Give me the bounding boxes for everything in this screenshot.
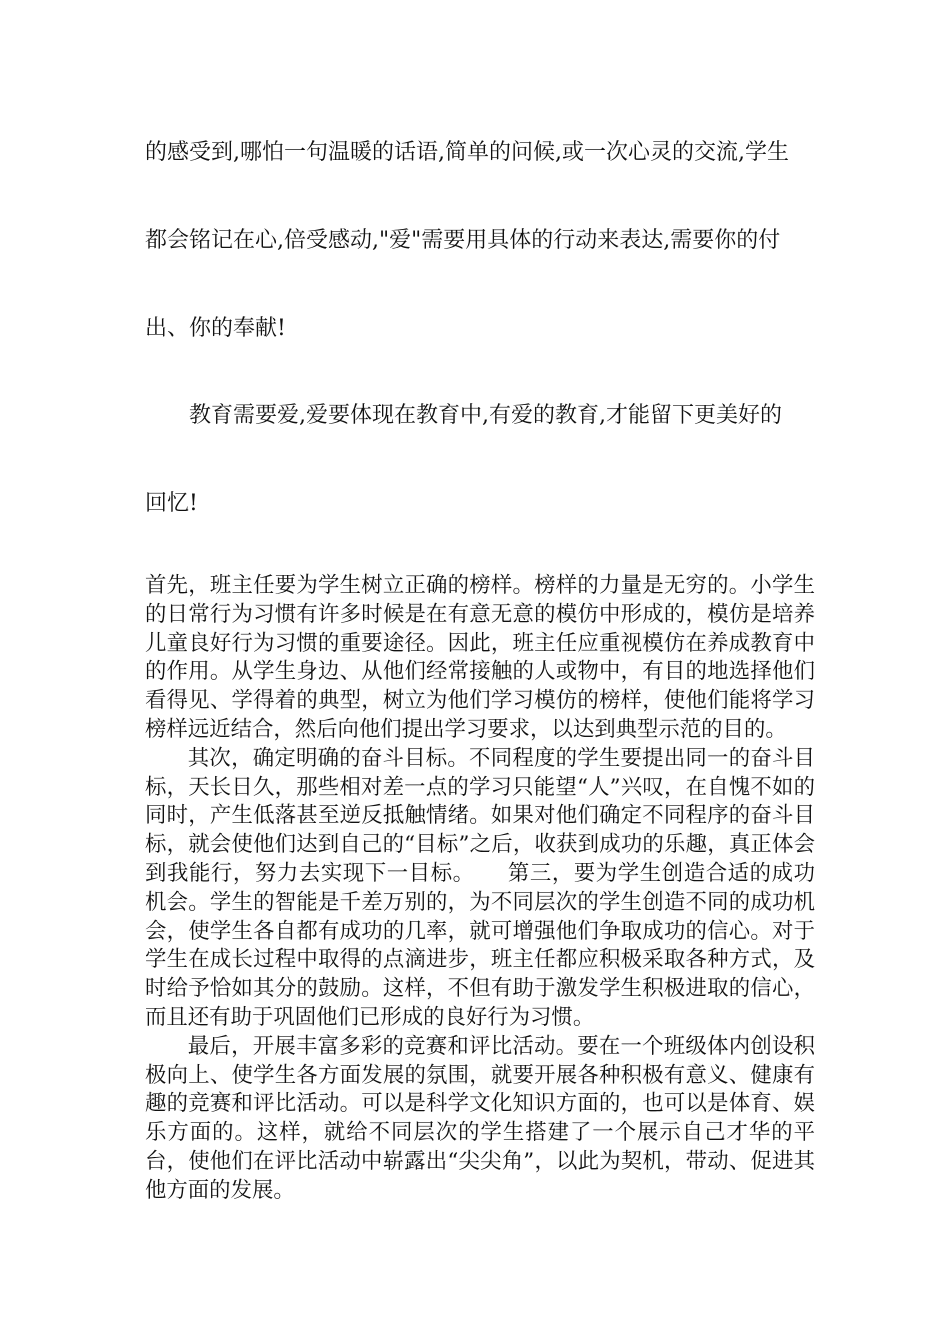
text-line: 都会铭记在心,倍受感动,"爱"需要用具体的行动来表达,需要你的付 (145, 228, 781, 253)
text-line: 回忆! (145, 491, 198, 516)
text-line: 出、你的奉献! (145, 316, 286, 341)
paragraph-competitions: 最后，开展丰富多彩的竞赛和评比活动。要在一个班级体内创设积极向上、使学生各方面发展的氛围，就要开展各种积极有意义、健康有趣的竞赛和评比活动。可以是科学文化知识方面的，也可以是体育、娱乐方面的。这样，就给不同层次的学生搭建了一个展示自己才华的平台，使他们在评比活动中崭露出“尖尖角”，以此为契机，带动、促进其他方面的发展。 (145, 1033, 815, 1203)
text-line: 的感受到,哪怕一句温暖的话语,简单的问候,或一次心灵的交流,学生 (145, 140, 789, 165)
paragraph-goals: 其次，确定明确的奋斗目标。不同程度的学生要提出同一的奋斗目标，天长日久，那些相对差一点的学习只能望“人”兴叹，在自愧不如的同时，产生低落甚至逆反抵触情绪。如果对他们确定不同程序的奋斗目标，就会使他们达到自己的“目标”之后，收获到成功的乐趣，真正体会到我能行，努力去实现下一目标。 第三，要为学生创造合适的成功机会。学生的智能是千差万别的，为不同层次的学生创造不同的成功机会，使学生各自都有成功的几率，就可增强他们争取成功的信心。对于学生在成长过程中取得的点滴进步，班主任都应积极采取各种方式，及时给予恰如其分的鼓励。这样，不但有助于激发学生积极进取的信心，而且还有助于巩固他们已形成的良好行为习惯。 (145, 745, 815, 1030)
paragraph-role-model: 首先，班主任要为学生树立正确的榜样。榜样的力量是无穷的。小学生的日常行为习惯有许多时候是在有意无意的模仿中形成的，模仿是培养儿童良好行为习惯的重要途径。因此，班主任应重视模仿在养成教育中的作用。从学生身边、从他们经常接触的人或物中，有目的地选择他们看得见、学得着的典型，树立为他们学习模仿的榜样，使他们能将学习榜样远近结合，然后向他们提出学习要求，以达到典型示范的目的。 (145, 573, 815, 742)
body-text (145, 572, 815, 1206)
text-line: 教育需要爱,爱要体现在教育中,有爱的教育,才能留下更美好的 (189, 403, 782, 428)
